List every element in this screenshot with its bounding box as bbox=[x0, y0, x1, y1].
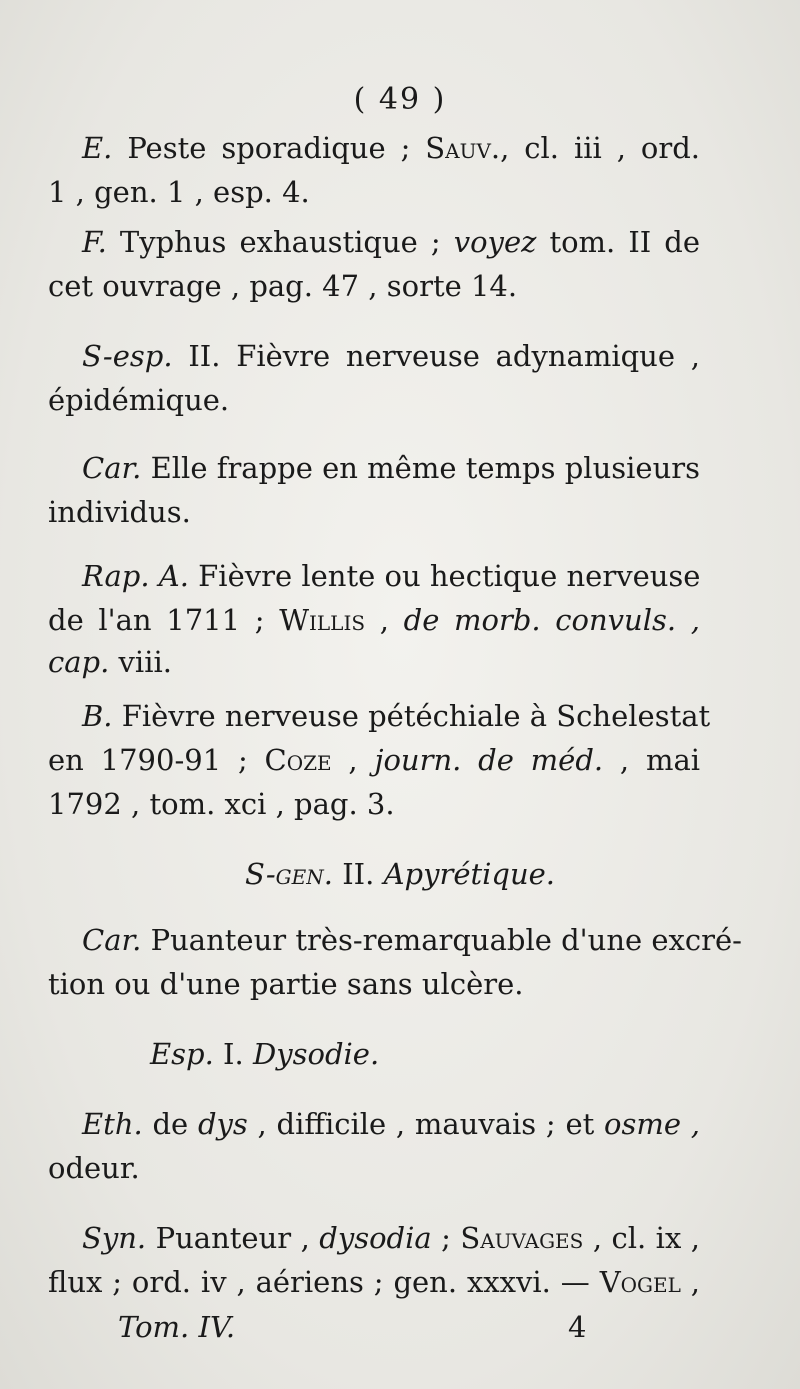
text-line: B. Fièvre nerveuse pétéchiale à Schelestat bbox=[82, 699, 711, 733]
text-line: flux ; ord. iv , aériens ; gen. xxxvi. — Vogel , bbox=[48, 1265, 700, 1299]
section-heading: S-gen. II. Apyrétique. bbox=[244, 857, 556, 891]
page-number: ( 49 ) bbox=[353, 82, 447, 117]
text-line: F. Typhus exhaustique ; voyez tom. II de bbox=[82, 225, 701, 259]
text-line: Eth. de dys , difficile , mauvais ; et osme , bbox=[82, 1107, 700, 1141]
text-line: E. Peste sporadique ; Sauv., cl. iii , ord. bbox=[82, 131, 700, 165]
text-line: Rap. A. Fièvre lente ou hectique nerveuse bbox=[82, 559, 701, 593]
text-line: Car. Puanteur très-remarquable d'une excré- bbox=[82, 923, 742, 957]
text-line: épidémique. bbox=[48, 383, 230, 417]
text-line: odeur. bbox=[48, 1151, 140, 1185]
text-line: 1792 , tom. xci , pag. 3. bbox=[48, 787, 395, 821]
text-line: tion ou d'une partie sans ulcère. bbox=[48, 967, 524, 1001]
text-line: en 1790-91 ; Coze , journ. de méd. , mai bbox=[48, 743, 701, 777]
text-line: cet ouvrage , pag. 47 , sorte 14. bbox=[48, 269, 518, 303]
text-line: individus. bbox=[48, 495, 191, 529]
section-heading: Esp. I. Dysodie. bbox=[150, 1037, 380, 1071]
text-line: 1 , gen. 1 , esp. 4. bbox=[48, 175, 310, 209]
signature-number: 4 bbox=[568, 1310, 587, 1344]
text-line: S-esp. II. Fièvre nerveuse adynamique , bbox=[82, 339, 700, 373]
text-line: Syn. Puanteur , dysodia ; Sauvages , cl. ix , bbox=[82, 1221, 700, 1255]
signature-mark: Tom. IV. bbox=[118, 1310, 236, 1344]
text-line: de l'an 1711 ; Willis , de morb. convuls. , bbox=[48, 603, 700, 637]
text-line: cap. viii. bbox=[48, 645, 172, 679]
text-line: Car. Elle frappe en même temps plusieurs bbox=[82, 451, 700, 485]
